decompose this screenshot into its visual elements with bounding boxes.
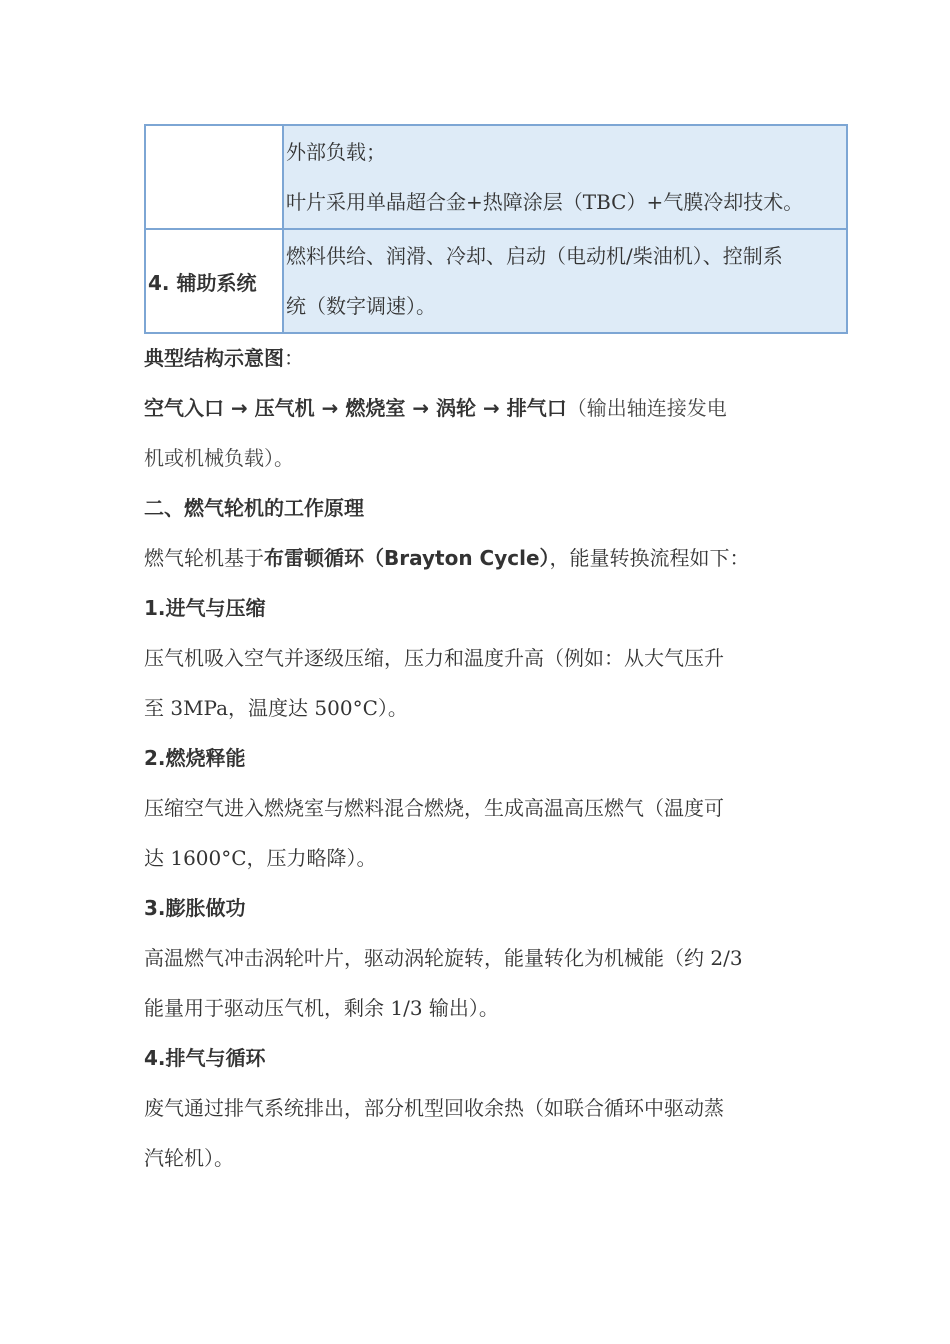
step-text: 能量用于驱动压气机，剩余 1/3 输出）。 bbox=[144, 996, 499, 1020]
step-title: 4.排气与循环 bbox=[144, 1046, 266, 1070]
step-title: 2.燃烧释能 bbox=[144, 746, 246, 770]
table-cell-label: 4. 辅助系统 bbox=[145, 229, 283, 333]
table-cell-label bbox=[145, 125, 283, 229]
heading-colon: ： bbox=[284, 346, 304, 370]
step-title: 1.进气与压缩 bbox=[144, 596, 266, 620]
flow-note-continued: 机或机械负载）。 bbox=[144, 446, 294, 470]
step-text: 高温燃气冲击涡轮叶片，驱动涡轮旋转，能量转化为机械能（约 2/3 bbox=[144, 946, 743, 970]
step-text: 达 1600°C，压力略降）。 bbox=[144, 846, 377, 870]
diagram-heading-line bbox=[144, 333, 824, 383]
section-intro bbox=[144, 533, 824, 583]
intro-prefix: 燃气轮机基于 bbox=[144, 546, 264, 570]
flow-diagram: 空气入口 → 压气机 → 燃烧室 → 涡轮 → 排气口 bbox=[144, 396, 567, 420]
table-cell-content bbox=[283, 125, 847, 229]
table-line: 燃料供给、润滑、冷却、启动（电动机/柴油机）、控制系 bbox=[286, 244, 783, 268]
components-table bbox=[144, 124, 848, 334]
step-text: 压缩空气进入燃烧室与燃料混合燃烧，生成高温高压燃气（温度可 bbox=[144, 796, 724, 820]
table-line: 叶片采用单晶超合金+热障涂层（TBC）+气膜冷却技术。 bbox=[286, 190, 804, 214]
step-text: 废气通过排气系统排出，部分机型回收余热（如联合循环中驱动蒸 bbox=[144, 1096, 724, 1120]
step-text: 压气机吸入空气并逐级压缩，压力和温度升高（例如：从大气压升 bbox=[144, 646, 724, 670]
table-line: 统（数字调速）。 bbox=[286, 294, 436, 318]
step-text: 汽轮机）。 bbox=[144, 1146, 234, 1170]
flow-note: （输出轴连接发电 bbox=[566, 396, 727, 420]
step-title: 3.膨胀做功 bbox=[144, 896, 246, 920]
table-cell-content bbox=[283, 229, 847, 333]
diagram-heading: 典型结构示意图 bbox=[144, 346, 284, 370]
table-row bbox=[145, 229, 847, 333]
table-row bbox=[145, 125, 847, 229]
table-line: 外部负载； bbox=[286, 140, 386, 164]
intro-suffix: ，能量转换流程如下： bbox=[549, 546, 750, 570]
flow-line bbox=[144, 383, 824, 433]
document-body bbox=[144, 333, 824, 1183]
step-text: 至 3MPa，温度达 500°C）。 bbox=[144, 696, 408, 720]
section-title: 二、燃气轮机的工作原理 bbox=[144, 496, 364, 520]
intro-emphasis: 布雷顿循环（Brayton Cycle） bbox=[264, 546, 550, 570]
